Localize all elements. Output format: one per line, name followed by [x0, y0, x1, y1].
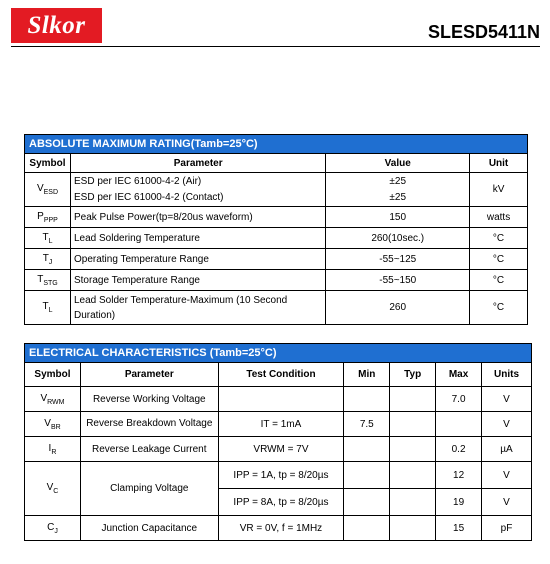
- unit-cell: °C: [470, 291, 528, 325]
- table-row: [25, 228, 528, 249]
- table-row: [25, 387, 532, 412]
- condition-cell: VR = 0V, f = 1MHz: [218, 516, 344, 541]
- table-row: [25, 249, 528, 270]
- table-row: [25, 412, 532, 437]
- min-cell: 7.5: [344, 412, 390, 437]
- electrical-characteristics-table: [24, 343, 532, 541]
- unit-cell: °C: [470, 228, 528, 249]
- column-header: Parameter: [80, 363, 218, 387]
- symbol-cell: $I_R$: [25, 437, 81, 462]
- max-cell: 0.2: [436, 437, 482, 462]
- max-cell: 15: [436, 516, 482, 541]
- condition-cell: IPP = 8A, tp = 8/20µs: [218, 489, 344, 516]
- max-cell: [436, 412, 482, 437]
- symbol-cell: $T_L$: [25, 291, 71, 325]
- column-header: Symbol: [25, 363, 81, 387]
- symbol-cell: $V_{BR}$: [25, 412, 81, 437]
- table-row: [25, 437, 532, 462]
- min-cell: [344, 516, 390, 541]
- symbol-cell: $V_C$: [25, 462, 81, 516]
- parameter-cell: ESD per IEC 61000-4-2 (Air) ESD per IEC 61000-4-2 (Contact): [70, 173, 325, 207]
- table-row: [25, 291, 528, 325]
- symbol-cell: $V_{RWM}$: [25, 387, 81, 412]
- value-cell: -55~125: [326, 249, 470, 270]
- unit-cell: V: [482, 412, 532, 437]
- parameter-cell: Lead Soldering Temperature: [70, 228, 325, 249]
- symbol-cell: $T_J$: [25, 249, 71, 270]
- symbol-cell: $T_L$: [25, 228, 71, 249]
- table-row: [25, 516, 532, 541]
- condition-cell: IT = 1mA: [218, 412, 344, 437]
- header-divider: [11, 46, 540, 47]
- parameter-cell: Peak Pulse Power(tp=8/20us waveform): [70, 207, 325, 228]
- min-cell: [344, 437, 390, 462]
- parameter-cell: Storage Temperature Range: [70, 270, 325, 291]
- column-header: Units: [482, 363, 532, 387]
- unit-cell: °C: [470, 249, 528, 270]
- parameter-cell: Junction Capacitance: [80, 516, 218, 541]
- column-header: Typ: [390, 363, 436, 387]
- absolute-maximum-rating-table: [24, 134, 528, 325]
- typ-cell: [390, 387, 436, 412]
- unit-cell: µA: [482, 437, 532, 462]
- condition-cell: VRWM = 7V: [218, 437, 344, 462]
- typ-cell: [390, 412, 436, 437]
- min-cell: [344, 387, 390, 412]
- table-row: [25, 207, 528, 228]
- value-cell: -55~150: [326, 270, 470, 291]
- symbol-cell: $P_{PPP}$: [25, 207, 71, 228]
- parameter-cell: Operating Temperature Range: [70, 249, 325, 270]
- unit-cell: pF: [482, 516, 532, 541]
- typ-cell: [390, 489, 436, 516]
- table-row: [25, 173, 528, 207]
- condition-cell: IPP = 1A, tp = 8/20µs: [218, 462, 344, 489]
- symbol-cell: $T_{STG}$: [25, 270, 71, 291]
- min-cell: [344, 489, 390, 516]
- parameter-cell: Lead Solder Temperature-Maximum (10 Second Duration): [70, 291, 325, 325]
- unit-cell: watts: [470, 207, 528, 228]
- unit-cell: V: [482, 489, 532, 516]
- column-header: Unit: [470, 154, 528, 173]
- symbol-cell: $C_J$: [25, 516, 81, 541]
- table-row: [25, 462, 532, 489]
- table-title: ELECTRICAL CHARACTERISTICS (Tamb=25°C): [25, 344, 532, 363]
- column-header: Parameter: [70, 154, 325, 173]
- value-cell: 260(10sec.): [326, 228, 470, 249]
- part-number: SLESD5411N: [427, 22, 540, 42]
- max-cell: 12: [436, 462, 482, 489]
- unit-cell: °C: [470, 270, 528, 291]
- column-header: Max: [436, 363, 482, 387]
- parameter-cell: Reverse Working Voltage: [80, 387, 218, 412]
- typ-cell: [390, 516, 436, 541]
- value-cell: 260: [326, 291, 470, 325]
- max-cell: 19: [436, 489, 482, 516]
- brand-logo: Slkor: [11, 8, 102, 43]
- column-header: Symbol: [25, 154, 71, 173]
- typ-cell: [390, 462, 436, 489]
- value-cell: ±25 ±25: [326, 173, 470, 207]
- parameter-cell: Reverse Leakage Current: [80, 437, 218, 462]
- table-row: [25, 270, 528, 291]
- column-header: Value: [326, 154, 470, 173]
- unit-cell: V: [482, 387, 532, 412]
- max-cell: 7.0: [436, 387, 482, 412]
- column-header: Test Condition: [218, 363, 344, 387]
- column-header: Min: [344, 363, 390, 387]
- value-cell: 150: [326, 207, 470, 228]
- symbol-cell: $V_{ESD}$: [25, 173, 71, 207]
- unit-cell: kV: [470, 173, 528, 207]
- table-title: ABSOLUTE MAXIMUM RATING(Tamb=25°C): [25, 135, 528, 154]
- typ-cell: [390, 437, 436, 462]
- condition-cell: [218, 387, 344, 412]
- unit-cell: V: [482, 462, 532, 489]
- parameter-cell: Clamping Voltage: [80, 462, 218, 516]
- min-cell: [344, 462, 390, 489]
- parameter-cell: Reverse Breakdown Voltage: [80, 412, 218, 437]
